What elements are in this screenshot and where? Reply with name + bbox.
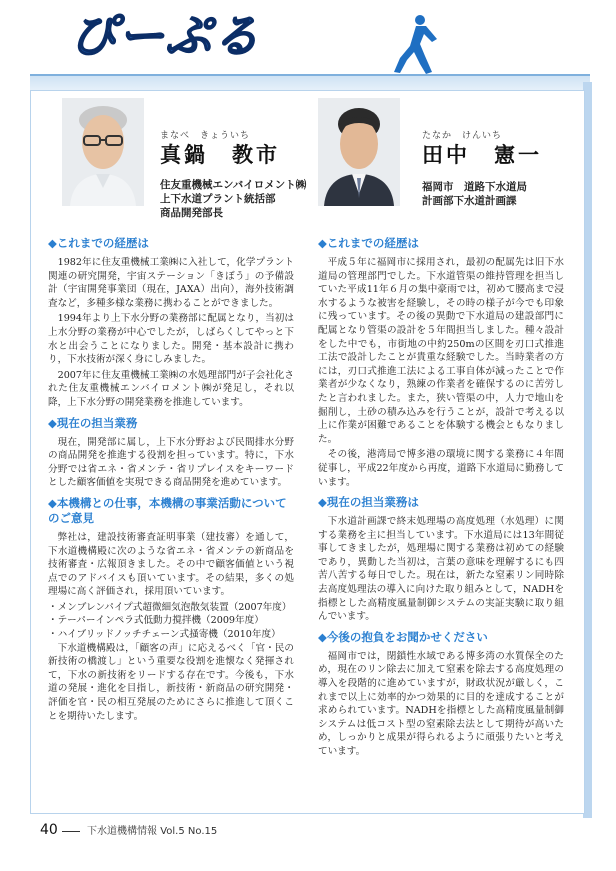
list-item: ・テーパーインペラ式低動力撹拌機（2009年度） — [48, 615, 264, 627]
section-heading: ◆現在の担当業務は — [318, 495, 419, 510]
affiliation-line: 上下水道プラント統括部 — [160, 193, 276, 205]
name-ruby-right: たなか けんいち — [422, 131, 503, 141]
person-name-right: 田中 憲一 — [422, 142, 542, 167]
issue-label: No.15 — [187, 826, 218, 837]
affiliation-right — [422, 180, 527, 208]
paragraph: 平成５年に福岡市に採用され，最初の配属先は旧下水道局の管理部門でした。下水道管渠の維持管理を担当していた平成11年６月の集中豪雨では，初めて腰高まで浸水するような被害を経験し，その時の様子が今でも印象に残っています。その後の異動で下水道局の建設部門に配属となり管渠の設計を５年間担当しました。種々設計をした中でも，市街地の中約250mの区間を刃口式推進工法で設計したことが貴重な経験でした。当時業者の方には，刃口式推進工法による工事自体が減ったことで作業者が少なくなり，熟練の作業者を確保するのに苦労したと言われました。また，狭い管渠の中，人力で地山を掘削し，土砂の積み込みを行うことが，設計で考える以上に作業が困難であることを体験する機会ともなりました。 — [318, 257, 564, 445]
paragraph: その後，港湾局で博多港の環境に関する業務に４年間従事し，平成22年度から再度，道路下水道局に勤務しています。 — [318, 449, 564, 488]
portrait-photo-right — [318, 98, 400, 206]
paragraph: 現在，開発部に属し，上下水分野および民間排水分野の商品開発を推進する役割を担っています。特に，下水分野では省エネ・省メンテ・省リプレイスをキーワードとした顧客価値を実現できる商品開発を進めています。 — [48, 436, 294, 489]
header-title — [66, 4, 346, 66]
volume-label: Vol.5 — [160, 826, 185, 837]
paragraph: 1982年に住友重機械工業㈱に入社して，化学プラント関連の研究開発，宇宙ステーション「きぼう」の予備設計（宇宙開発事業団（現在，JAXA）出向），海外技術調査など，多種多様な業務に携わることができました。 — [48, 257, 294, 309]
section-heading: ◆今後の抱負をお聞かせください — [318, 629, 488, 644]
affiliation-left — [160, 178, 306, 220]
paragraph: 1994年より上下水分野の業務部に配属となり，当初は上水分野の業務が中心でしたが，しばらくしてやっと下水と出会うことになりました。開発・基本設計に携わり，下水技術が深く身にしみました。 — [48, 313, 294, 366]
section-heading: ◆これまでの経歴は — [318, 236, 419, 250]
name-ruby-left: まなべ きょういち — [160, 131, 251, 141]
paragraph: 2007年に住友重機械工業㈱の水処理部門が子会社化された住友重機械エンバイロメント㈱が発足し，それ以降，上下水分野の開発業務を推進しています。 — [48, 369, 294, 408]
paragraph: 下水道機構殿は，「顧客の声」に応えるべく「官・民の新技術の橋渡し」という重要な役割を進懐なく発揮されて，下水の新技術をリードする存在です。今後も，下水道の発展・進化を目指し，新技術・新商品の研究開発・評価を官・民の相互発展のためにさらに推進して頂くことを期待いたします。 — [48, 642, 294, 722]
paragraph: 弊社は，建設技術審査証明事業（建技審）を通して，下水道機構殿に次のような省エネ・省メンテの新商品を技術審査・広報頂きました。その中で顧客価値という視点でのアドバイスも頂いています。その結果，多くの処理場に高く評価され，採用頂いています。 — [48, 531, 294, 598]
paragraph: 下水道計画課で終末処理場の高度処理（水処理）に関する業務を主に担当しています。下水道局には13年間従事してきましたが，処理場に関する業務は初めての経験であり，異動した当初は，言葉の意味を理解するにも四苦八苦する毎日でした。現在は，新たな窒素リン同時除去高度処理法の導入に向けた取り組みとして，NADHを指標とした高精度風量制御システムの実証実験に取り組んでいます。 — [318, 516, 564, 623]
header-title-text: ぴーぷる — [70, 9, 262, 63]
affiliation-line: 計画部下水道計画課 — [422, 195, 517, 207]
portrait-photo-left — [62, 98, 144, 206]
page-number: 40 — [40, 822, 58, 838]
list-item: ・メンブレンパイプ式超微細気泡散気装置（2007年度） — [48, 601, 292, 613]
column-left — [48, 236, 294, 725]
column-right — [318, 236, 564, 761]
footer-rule — [62, 831, 80, 832]
affiliation-line: 住友重機械エンバイロメント㈱ — [160, 179, 307, 191]
publication-name: 下水道機構情報 — [87, 826, 158, 837]
person-name-left: 真鍋 教市 — [160, 142, 280, 167]
runner-icon — [370, 12, 460, 82]
section-heading: ◆本機構との仕事，本機構の事業活動についてのご意見 — [48, 495, 287, 525]
list-item: ・ハイブリッドノッチチェーン式掻寄機（2010年度） — [48, 629, 281, 641]
affiliation-line: 福岡市 道路下水道局 — [422, 181, 527, 193]
page-footer — [40, 822, 217, 838]
section-heading: ◆これまでの経歴は — [48, 236, 149, 250]
section-heading: ◆現在の担当業務 — [48, 415, 138, 430]
paragraph: 福岡市では，閉鎖性水域である博多湾の水質保全のため，現在のリン除去に加えて窒素を除去する高度処理の導入を段階的に進めていますが，財政状況が厳しく，これまで以上に効率的かつ効果的に目的を達成することが求められています。NADHを指標とした高精度風量制御システムは低コスト型の窒素除去法として期待が高いため，しっかりと成果が得られるように頑張りたいと考えています。 — [318, 650, 564, 757]
affiliation-line: 商品開発部長 — [160, 207, 223, 219]
